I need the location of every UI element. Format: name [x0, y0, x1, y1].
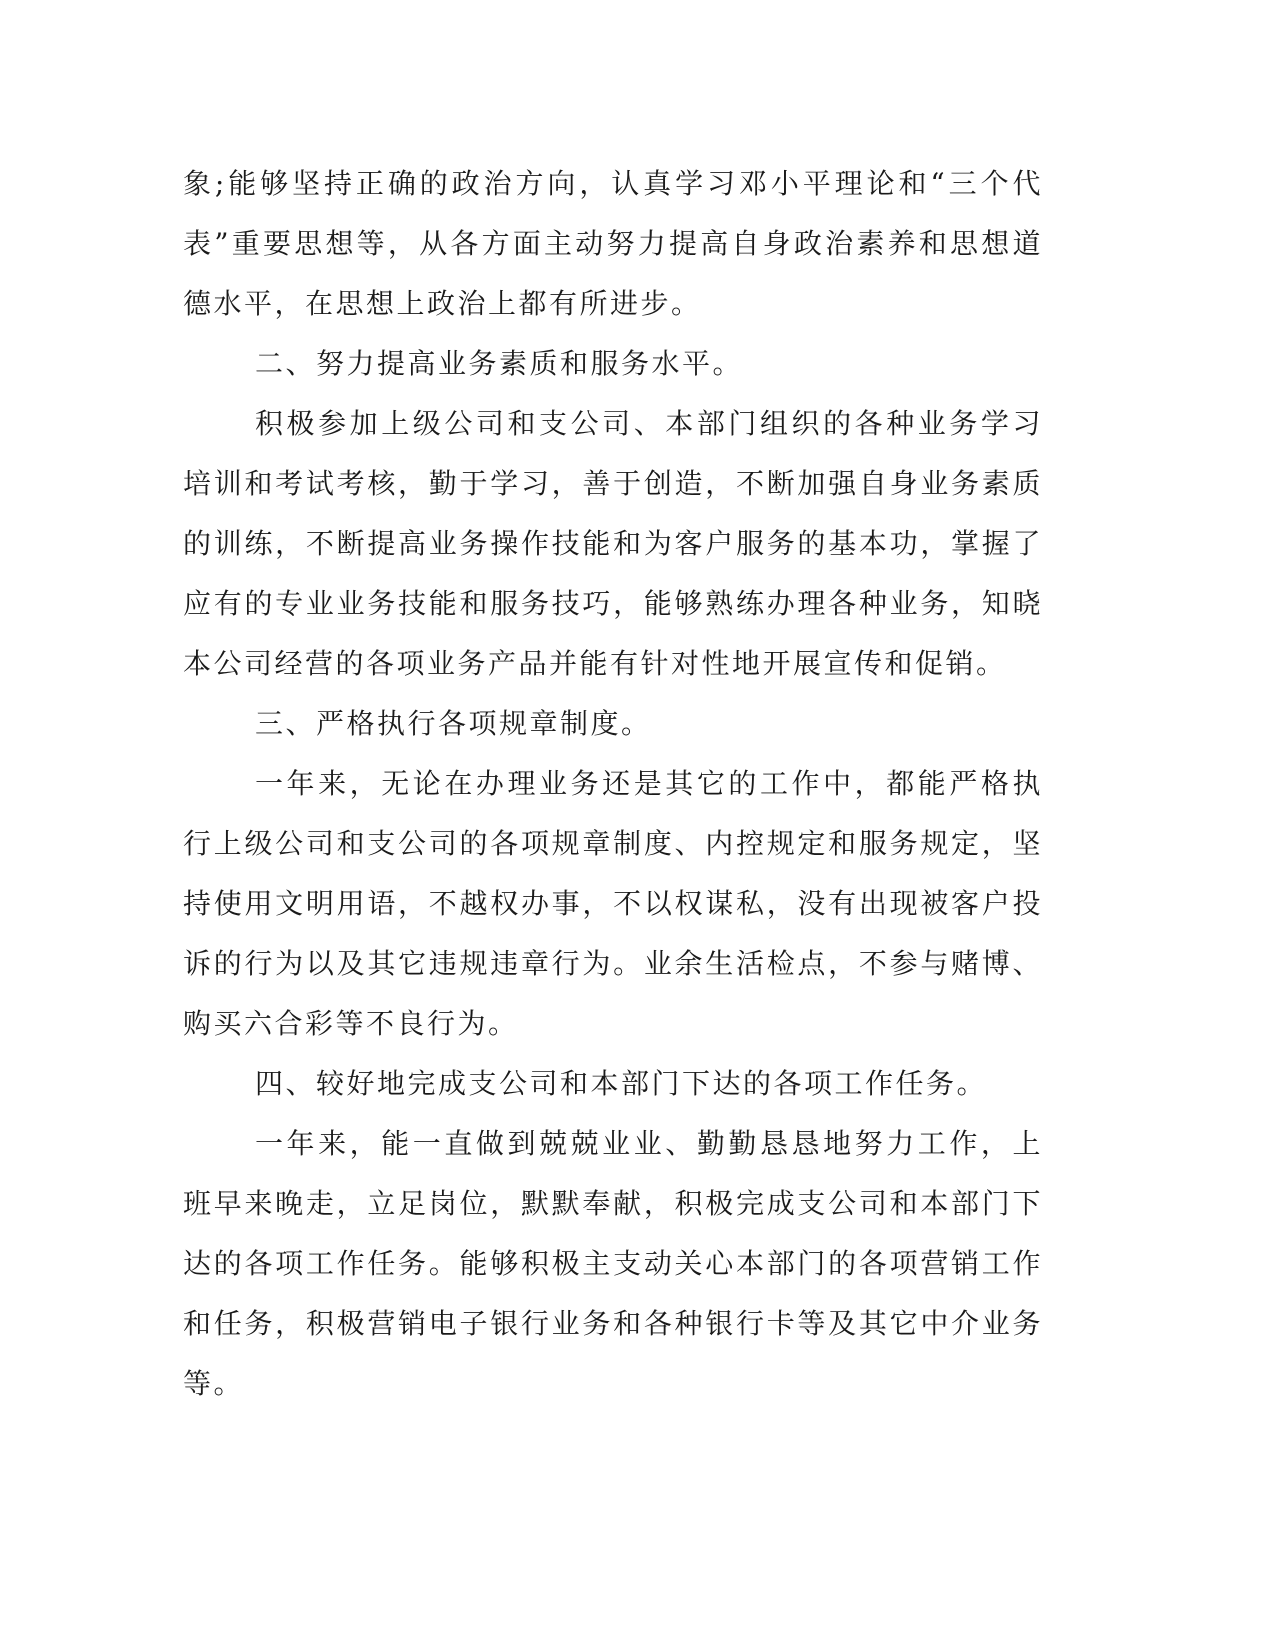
- paragraph-work-tasks: 一年来，能一直做到兢兢业业、勤勤恳恳地努力工作，上班早来晚走，立足岗位，默默奉献，积极完成支公司和本部门下达的各项工作任务。能够积极主支动关心本部门的各项营销工作和任务，积极营销电子银行业务和各种银行卡等及其它中介业务等。: [183, 1127, 1043, 1400]
- heading-work-tasks: 四、较好地完成支公司和本部门下达的各项工作任务。: [255, 1067, 988, 1100]
- heading-rules-compliance: 三、严格执行各项规章制度。: [255, 707, 652, 740]
- paragraph-rules-compliance: 一年来，无论在办理业务还是其它的工作中，都能严格执行上级公司和支公司的各项规章制度、内控规定和服务规定，坚持使用文明用语，不越权办事，不以权谋私，没有出现被客户投诉的行为以及其它违规违章行为。业余生活检点，不参与赌博、购买六合彩等不良行为。: [183, 767, 1043, 1040]
- paragraph-political-thought: 象;能够坚持正确的政治方向，认真学习邓小平理论和“三个代表”重要思想等，从各方面主动努力提高自身政治素养和思想道德水平，在思想上政治上都有所进步。: [183, 167, 1043, 320]
- heading-business-quality: 二、努力提高业务素质和服务水平。: [255, 347, 744, 380]
- document-body: [183, 154, 1043, 1414]
- paragraph-business-quality: 积极参加上级公司和支公司、本部门组织的各种业务学习培训和考试考核，勤于学习，善于创造，不断加强自身业务素质的训练，不断提高业务操作技能和为客户服务的基本功，掌握了应有的专业业务技能和服务技巧，能够熟练办理各种业务，知晓本公司经营的各项业务产品并能有针对性地开展宣传和促销。: [183, 407, 1043, 680]
